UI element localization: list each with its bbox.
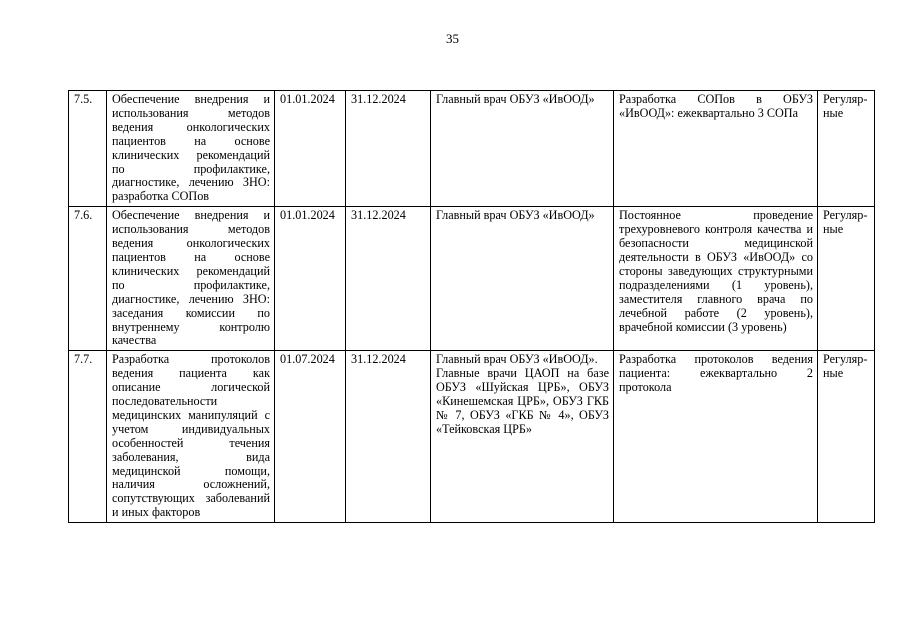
responsible-text: Главный врач ОБУЗ «ИвООД» [436,92,595,106]
responsible-text: Главный врач ОБУЗ «ИвООД» [436,208,595,223]
end-date: 31.12.2024 [346,91,431,207]
event-description [107,91,275,207]
start-date: 01.07.2024 [275,351,346,523]
plan-table [68,90,875,523]
event-text: Обеспечение внедрения и использования методов ведения онкологических пациентов на основе клинических рекомендаций по профилактике, диагностике, лечению ЗНО: разработка СОПов [112,92,270,204]
result-text: Постоянное проведение трехуровневого контроля качества и безопасности медицинской деятельности в ОБУЗ «ИвООД» со стороны заведующих структурными подразделениями (1 уровень), заместителя главного врача по лечебной работе (2 уровень), врачебной комиссии (3 уровень) [619,208,813,334]
start-date: 01.01.2024 [275,207,346,351]
row-number: 7.7. [69,351,107,523]
event-description [107,207,275,351]
responsible-text: Главный врач ОБУЗ «ИвООД». [436,352,598,367]
responsible-text-2: Главные врачи ЦАОП на базе ОБУЗ «Шуйская ЦРБ», ОБУЗ «Кинешемская ЦРБ», ОБУЗ ГКБ № 7, ОБУЗ «ГКБ № 4», ОБУЗ «Тейковская ЦРБ» [436,366,609,436]
table-row [69,207,875,351]
result-text: Разработка СОПов в ОБУЗ «ИвООД»: ежеквартально 3 СОПа [619,92,813,120]
end-date: 31.12.2024 [346,351,431,523]
table-row [69,91,875,207]
frequency: Регуляр-ные [818,351,875,523]
start-date: 01.01.2024 [275,91,346,207]
event-description [107,351,275,523]
row-number: 7.5. [69,91,107,207]
page-number: 35 [446,31,459,46]
frequency: Регуляр-ные [818,91,875,207]
expected-result [614,207,818,351]
table-row [69,351,875,523]
expected-result [614,351,818,523]
event-text: Разработка протоколов ведения пациента как описание логической последовательности медицинских манипуляций с учетом индивидуальных особенностей течения заболевания, вида медицинской помощи, наличия осложнений, сопутствующих заболеваний и иных факторов [112,352,270,520]
responsible-person [431,207,614,351]
result-text: Разработка протоколов ведения пациента: ежеквартально 2 протокола [619,352,813,395]
responsible-person [431,91,614,207]
expected-result [614,91,818,207]
end-date: 31.12.2024 [346,207,431,351]
frequency: Регуляр-ные [818,207,875,351]
row-number: 7.6. [69,207,107,351]
event-text: Обеспечение внедрения и использования методов ведения онкологических пациентов на основе клинических рекомендаций по профилактике, диагностике, лечению ЗНО: заседания комиссии по внутреннему контролю качества [112,208,270,348]
responsible-person [431,351,614,523]
